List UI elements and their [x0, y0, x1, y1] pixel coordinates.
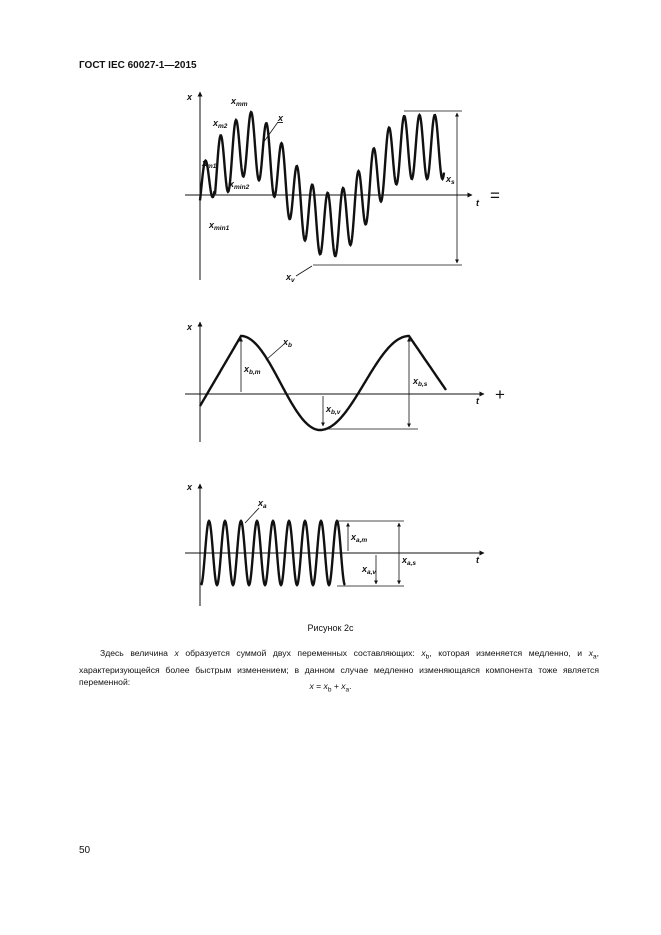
page-number: 50 — [79, 845, 91, 856]
equals-sign: = — [490, 186, 500, 205]
plot-fast-component — [185, 482, 484, 606]
label-xm2: $x_{m2}$ — [213, 118, 228, 130]
label-xmin2: $x_{min2}$ — [229, 179, 250, 191]
label-xas: $x_{a,s}$ — [402, 555, 417, 567]
plot2-axis-t-label: t — [476, 396, 479, 406]
label-x: x — [278, 113, 284, 123]
label-xmin1: $x_{min1}$ — [209, 220, 230, 232]
label-xav: $x_{a,v}$ — [362, 564, 377, 576]
label-xbs: $x_{b,s}$ — [413, 376, 428, 388]
sum-formula: $x = x_b + x_a$. — [309, 681, 352, 694]
label-xa: $x_a$ — [258, 498, 267, 510]
figure-caption: Рисунок 2с — [307, 623, 354, 633]
label-xs: $x_s$ — [446, 174, 455, 186]
label-xbv: $x_{b,v}$ — [326, 404, 341, 416]
plot1-xv-leader — [296, 266, 312, 276]
plot-slow-component — [185, 322, 505, 442]
plot1-axis-t-label: t — [476, 198, 479, 208]
plus-sign: + — [495, 385, 505, 404]
document-header: ГОСТ IEC 60027-1—2015 — [79, 60, 197, 71]
plot3-axis-t-label: t — [476, 555, 479, 565]
label-xbm: $x_{b,m}$ — [244, 364, 261, 376]
body-paragraph: Здесь величина x образуется суммой двух переменных составляющих: $x_b$, которая изменяется медленно, и $x_a$, характеризующейся более быстрым изменением; в данном случае медленно изменяющаяся компонента тоже является переменной: — [79, 648, 599, 687]
label-xmm: $x_{mm}$ — [231, 96, 248, 108]
label-xv: $x_v$ — [286, 272, 295, 284]
plot3-axis-y-label: x — [187, 482, 193, 492]
label-xm1: $x_{m1}$ — [202, 158, 217, 170]
plot-sum — [185, 92, 500, 284]
label-xam: $x_{a,m}$ — [351, 532, 368, 544]
label-xb: $x_b$ — [283, 337, 292, 349]
plot2-xb-leader — [266, 345, 283, 360]
plot2-axis-y-label: x — [187, 322, 193, 332]
plot1-axis-y-label: x — [187, 92, 193, 102]
